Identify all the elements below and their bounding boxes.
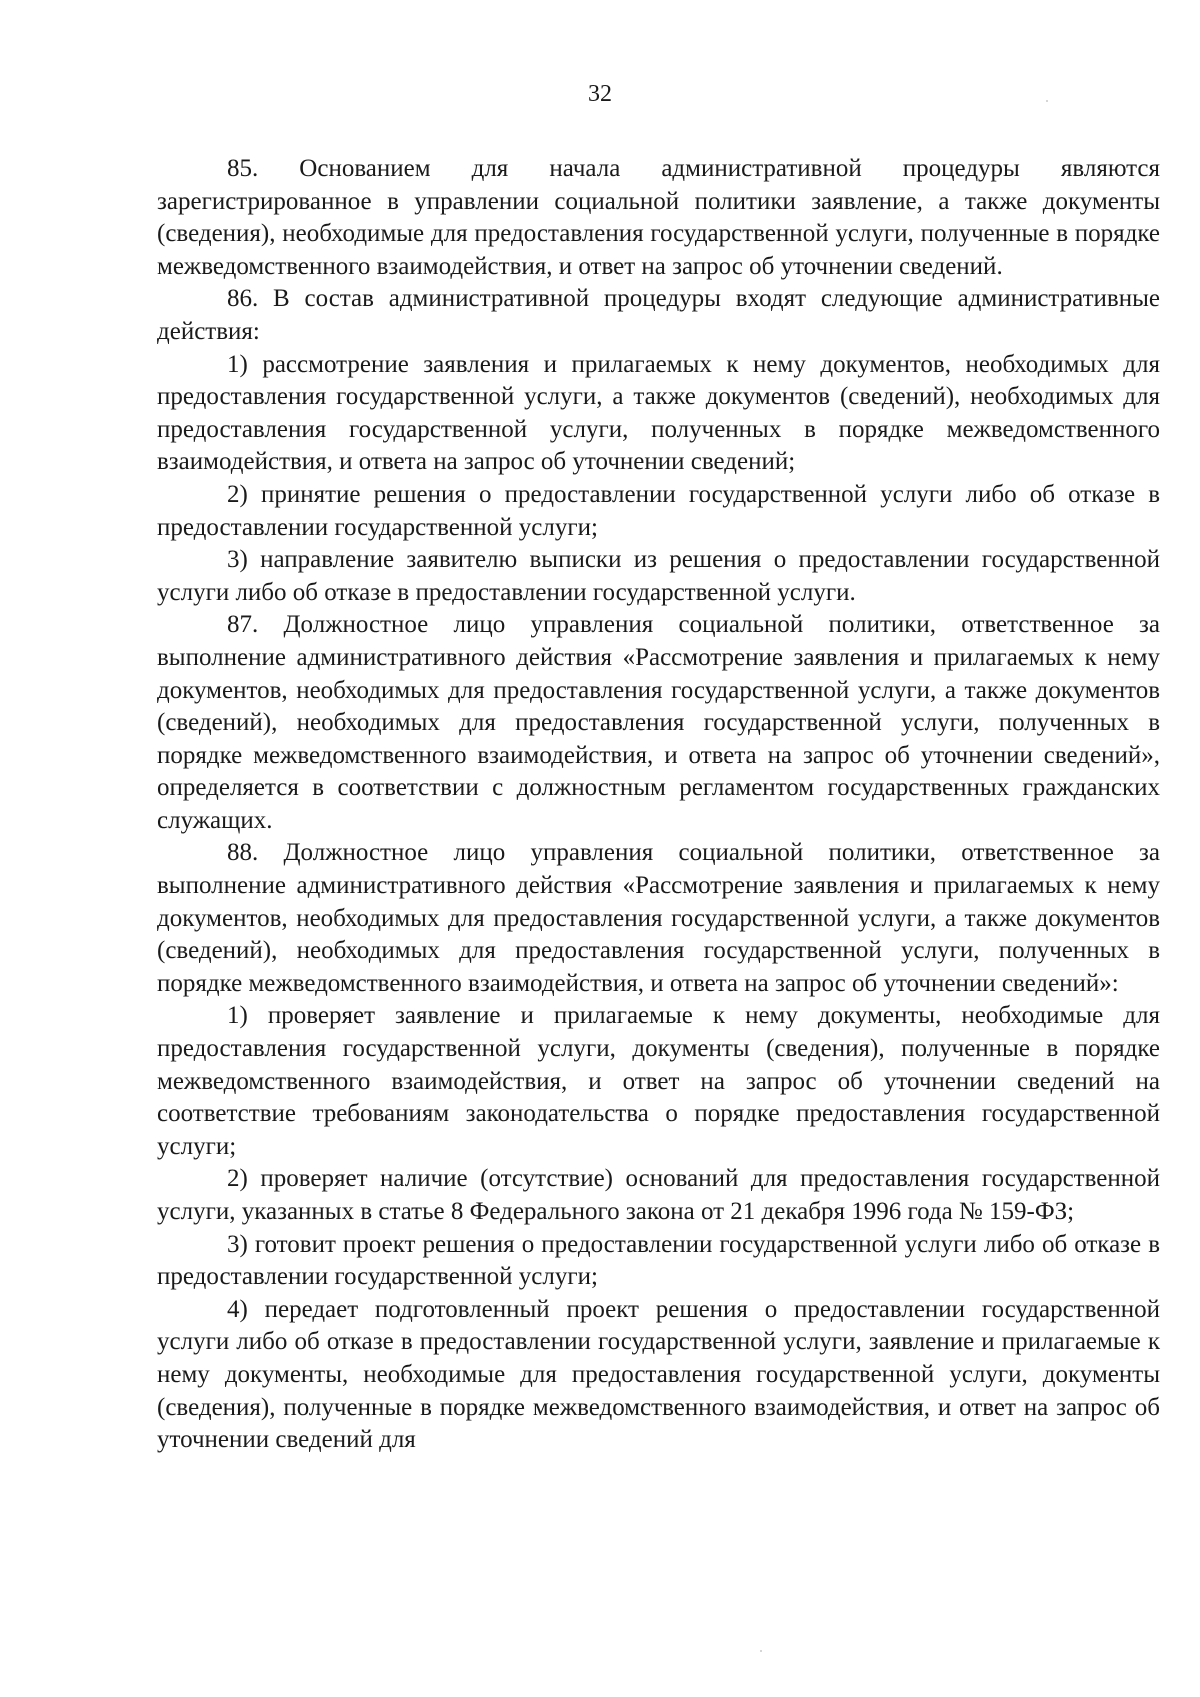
document-body <box>157 153 1160 1457</box>
list-item-86-1: 1) рассмотрение заявления и прилагаемых к нему документов, необходимых для предоставления государственной услуги, а также документов (сведений), необходимых для предоставления государственной услуги, полученных в порядке межведомственного взаимодействия, и ответа на запрос об уточнении сведений; <box>157 350 1160 476</box>
paragraph-87: 87. Должностное лицо управления социальной политики, ответственное за выполнение административного действия «Рассмотрение заявления и прилагаемых к нему документов, необходимых для предоставления государственной услуги, а также документов (сведений), необходимых для предоставления государственной услуги, полученных в порядке межведомственного взаимодействия, и ответа на запрос об уточнении сведений», определяется в соответствии с должностным регламентом государственных гражданских служащих. <box>157 611 1160 834</box>
list-item-88-3: 3) готовит проект решения о предоставлении государственной услуги либо об отказе в предоставлении государственной услуги; <box>157 1230 1160 1291</box>
paragraph-88: 88. Должностное лицо управления социальной политики, ответственное за выполнение административного действия «Рассмотрение заявления и прилагаемых к нему документов, необходимых для предоставления государственной услуги, а также документов (сведений), необходимых для предоставления государственной услуги, полученных в порядке межведомственного взаимодействия, и ответа на запрос об уточнении сведений»: <box>157 839 1160 997</box>
list-item-86-2: 2) принятие решения о предоставлении государственной услуги либо об отказе в предоставлении государственной услуги; <box>157 480 1160 541</box>
list-item-88-1: 1) проверяет заявление и прилагаемые к нему документы, необходимые для предоставления государственной услуги, документы (сведения), полученные в порядке межведомственного взаимодействия, и ответ на запрос об уточнении сведений на соответствие требованиям законодательства о порядке предоставления государственной услуги; <box>157 1002 1160 1160</box>
scan-speck <box>760 1650 762 1652</box>
scan-speck <box>1046 100 1048 102</box>
paragraph-86: 86. В состав административной процедуры входят следующие административные действия: <box>157 285 1160 345</box>
page-number: 32 <box>588 81 612 107</box>
paragraph-85: 85. Основанием для начала административной процедуры являются зарегистрированное в управлении социальной политики заявление, а также документы (сведения), необходимые для предоставления государственной услуги, полученные в порядке межведомственного взаимодействия, и ответ на запрос об уточнении сведений. <box>157 155 1160 280</box>
list-item-86-3: 3) направление заявителю выписки из решения о предоставлении государственной услуги либо об отказе в предоставлении государственной услуги. <box>157 546 1160 606</box>
list-item-88-4: 4) передает подготовленный проект решения о предоставлении государственной услуги либо об отказе в предоставлении государственной услуги, заявление и прилагаемые к нему документы, необходимые для предоставления государственной услуги, документы (сведения), полученные в порядке межведомственного взаимодействия, и ответ на запрос об уточнении сведений для <box>157 1295 1160 1454</box>
list-item-88-2: 2) проверяет наличие (отсутствие) оснований для предоставления государственной услуги, указанных в статье 8 Федерального закона от 21 декабря 1996 года № 159-ФЗ; <box>157 1165 1160 1225</box>
